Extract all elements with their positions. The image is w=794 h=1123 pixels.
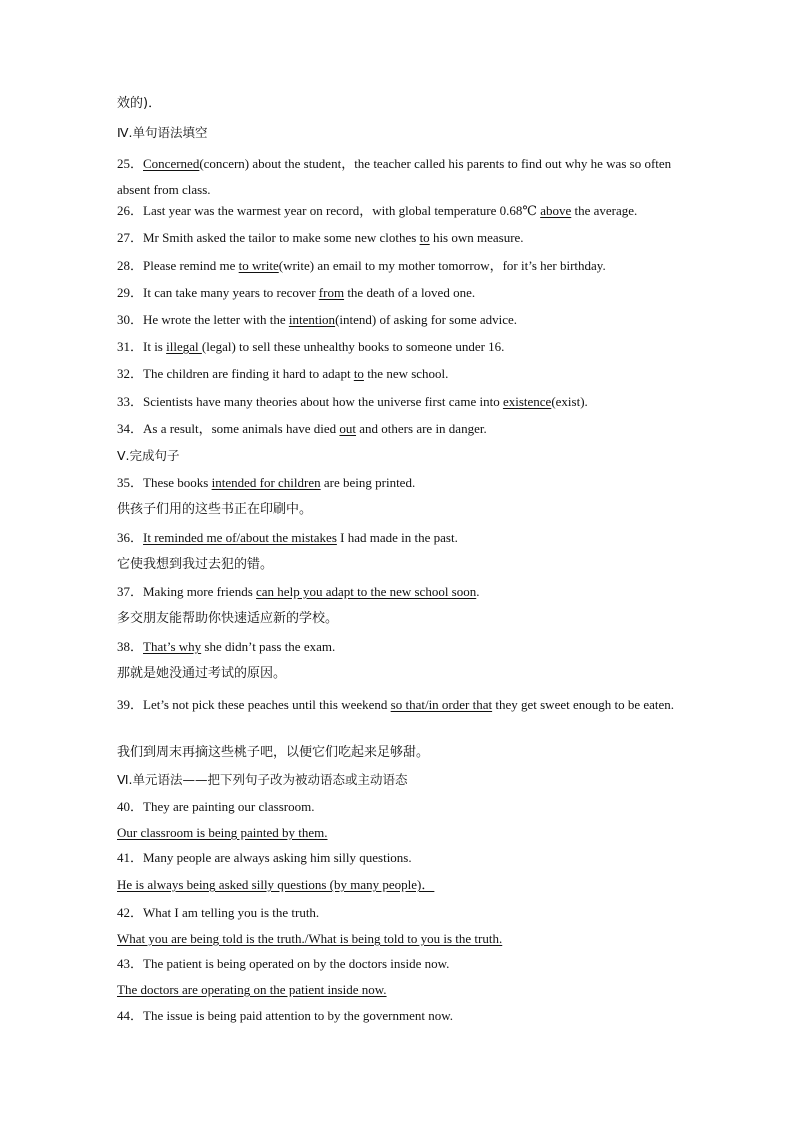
item-43: 43．The patient is being operated on by the doctors inside now. [117, 956, 450, 971]
section-heading: Ⅴ.完成句子 [117, 448, 180, 463]
item-26: 26．Last year was the warmest year on record，with global temperature 0.68℃ above the average. [117, 203, 638, 218]
item-37-translation: 多交朋友能帮助你快速适应新的学校。 [117, 611, 339, 626]
item-31: 31．It is illegal (legal) to sell these unhealthy books to someone under 16. [117, 339, 505, 354]
item-34: 34．As a result，some animals have died out and others are in danger. [117, 421, 487, 436]
item-30: 30．He wrote the letter with the intention(intend) of asking for some advice. [117, 312, 518, 327]
item-29: 29．It can take many years to recover from the death of a loved one. [117, 285, 476, 300]
item-43-answer: The doctors are operating on the patient inside now. [117, 982, 387, 997]
item-44: 44．The issue is being paid attention to by the government now. [117, 1008, 454, 1023]
item-28: 28．Please remind me to write(write) an email to my mother tomorrow，for it’s her birthday. [117, 258, 606, 273]
item-36-translation: 它使我想到我过去犯的错。 [117, 557, 274, 572]
item-27: 27．Mr Smith asked the tailor to make some new clothes to his own measure. [117, 230, 524, 245]
item-41: 41．Many people are always asking him silly questions. [117, 850, 412, 865]
text-line: 效的)． [117, 96, 162, 111]
item-36: 36．It reminded me of/about the mistakes I had made in the past. [117, 530, 458, 545]
section-heading: Ⅳ.单句语法填空 [117, 125, 208, 140]
item-42: 42．What I am telling you is the truth. [117, 905, 320, 920]
item-42-answer: What you are being told is the truth./What is being told to you is the truth. [117, 931, 503, 946]
section-heading: Ⅵ.单元语法——把下列句子改为被动语态或主动语态 [117, 772, 408, 787]
item-32: 32．The children are finding it hard to adapt to the new school. [117, 366, 449, 381]
item-37: 37．Making more friends can help you adapt to the new school soon. [117, 584, 480, 599]
item-33: 33．Scientists have many theories about how the universe first came into existence(exist). [117, 394, 588, 409]
item-41-answer: He is always being asked silly questions (by many people)． [117, 877, 435, 892]
item-35-translation: 供孩子们用的这些书正在印刷中。 [117, 502, 313, 517]
item-35: 35．These books intended for children are being printed. [117, 475, 416, 490]
item-40: 40．They are painting our classroom. [117, 799, 315, 814]
item-38: 38．That’s why she didn’t pass the exam. [117, 639, 336, 654]
item-40-answer: Our classroom is being painted by them. [117, 825, 328, 840]
item-39-translation: 我们到周末再摘这些桃子吧，以便它们吃起来足够甜。 [117, 745, 430, 760]
item-25: 25．Concerned(concern) about the student，the teacher called his parents to find out why he was so often absent from class. [117, 156, 672, 197]
item-39: 39．Let’s not pick these peaches until this weekend so that/in order that they get sweet enough to be eaten. [117, 697, 675, 712]
item-38-translation: 那就是她没通过考试的原因。 [117, 666, 287, 681]
